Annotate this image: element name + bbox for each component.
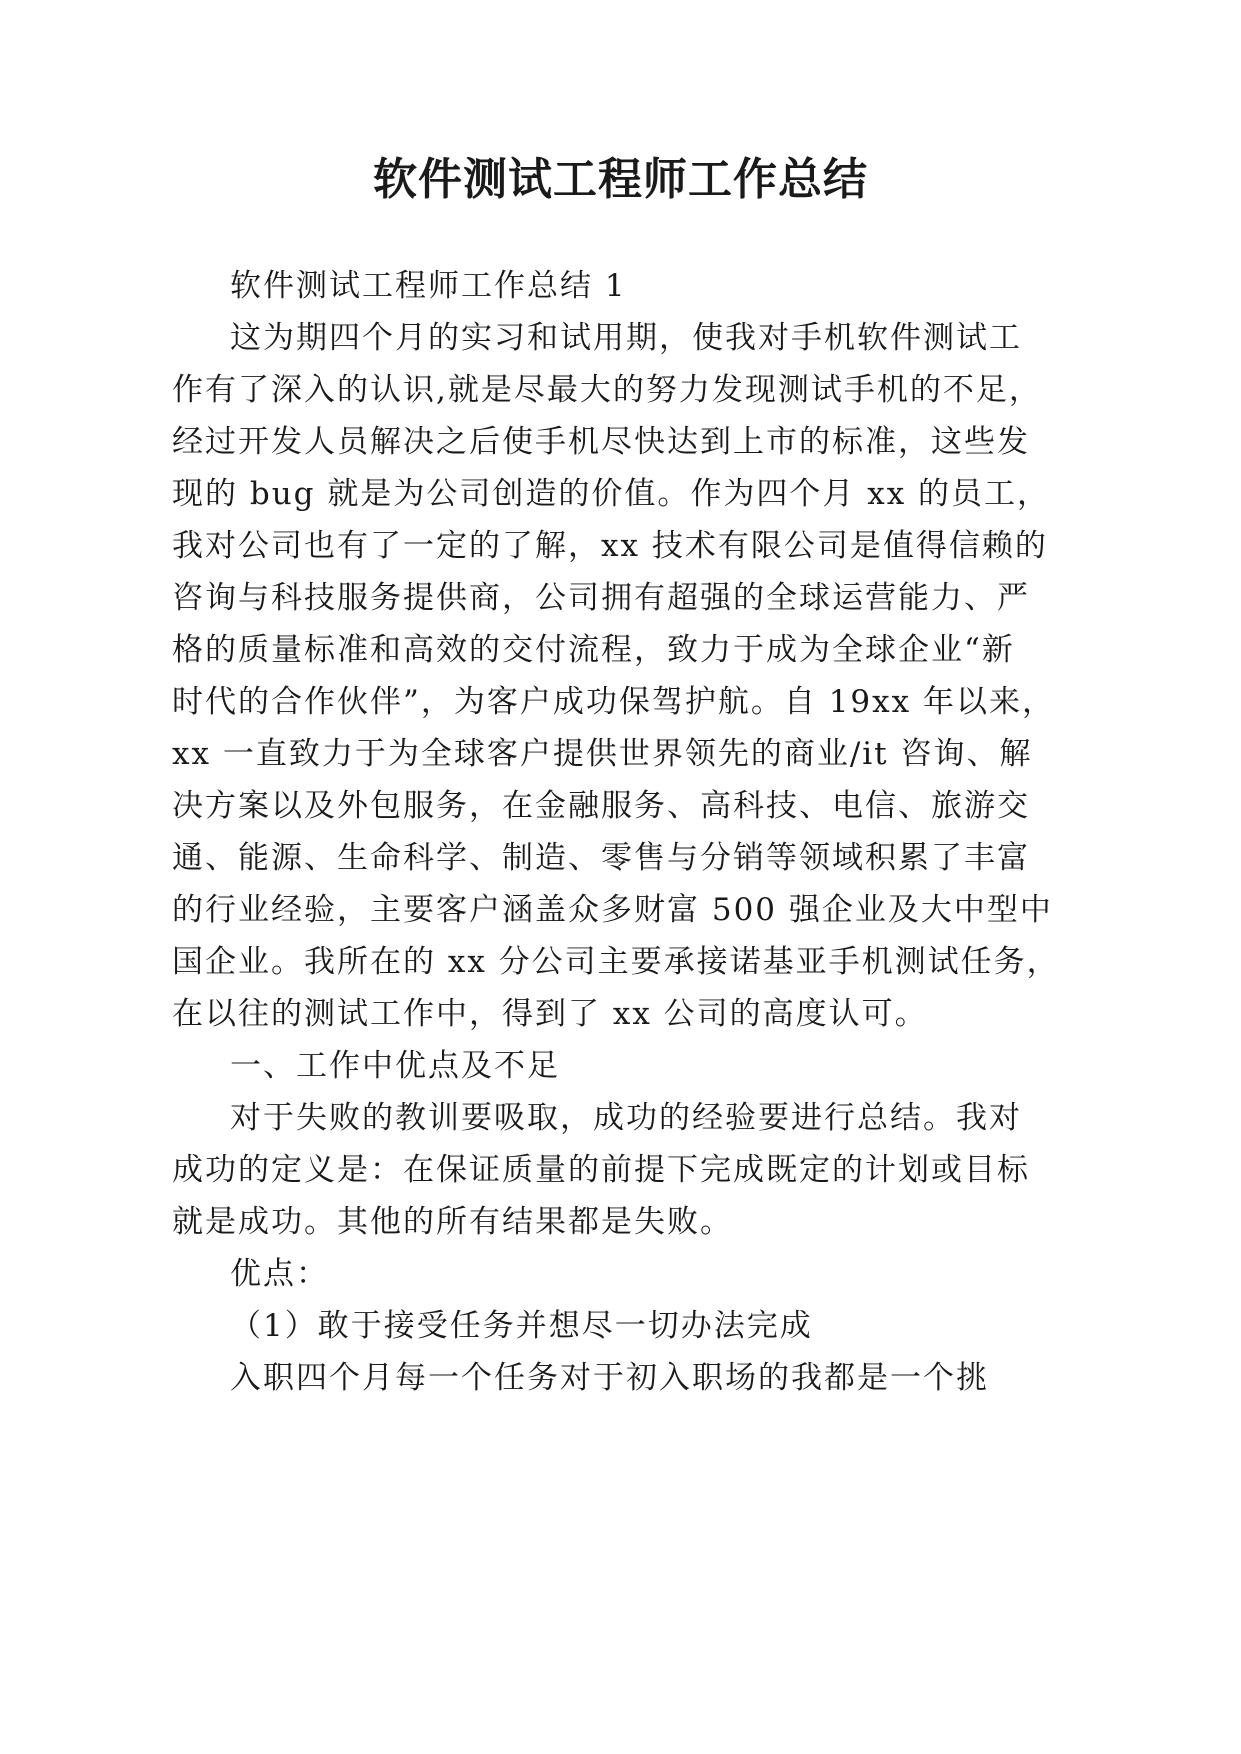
paragraph-line: 咨询与科技服务提供商，公司拥有超强的全球运营能力、严 [172,580,1030,616]
paragraph-line: 在以往的测试工作中，得到了 xx 公司的高度认可。 [172,996,928,1032]
paragraph-line: 的行业经验，主要客户涵盖众多财富 500 强企业及大中型中 [172,892,1053,928]
paragraph-line: 时代的合作伙伴”，为客户成功保驾护航。自 19xx 年以来， [172,684,1055,720]
paragraph-line: 经过开发人员解决之后使手机尽快达到上市的标准，这些发 [172,424,1030,460]
paragraph-line: 作有了深入的认识,就是尽最大的努力发现测试手机的不足， [172,372,1042,408]
paragraph-line: 对于失败的教训要吸取，成功的经验要进行总结。我对 [230,1100,1022,1136]
section-heading-1: 软件测试工程师工作总结 1 [230,268,627,304]
section-heading-strengths-weaknesses: 一、工作中优点及不足 [230,1048,560,1084]
paragraph-line: 我对公司也有了一定的了解，xx 技术有限公司是值得信赖的 [172,528,1048,564]
paragraph-line: xx 一直致力于为全球客户提供世界领先的商业/it 咨询、解 [172,736,1033,772]
paragraph-line: 入职四个月每一个任务对于初入职场的我都是一个挑 [230,1360,989,1396]
document-title: 软件测试工程师工作总结 [373,154,868,205]
paragraph-line: 决方案以及外包服务，在金融服务、高科技、电信、旅游交 [172,788,1030,824]
paragraph-line: 现的 bug 就是为公司创造的价值。作为四个月 xx 的员工， [172,476,1051,512]
paragraph-line: 就是成功。其他的所有结果都是失败。 [172,1204,733,1240]
list-item-heading: （1）敢于接受任务并想尽一切办法完成 [230,1308,813,1344]
paragraph-line: 国企业。我所在的 xx 分公司主要承接诺基亚手机测试任务， [172,944,1060,980]
paragraph-line: 成功的定义是：在保证质量的前提下完成既定的计划或目标 [172,1152,1030,1188]
paragraph-line: 通、能源、生命科学、制造、零售与分销等领域积累了丰富 [172,840,1030,876]
paragraph-line: 格的质量标准和高效的交付流程，致力于成为全球企业“新 [172,632,1015,668]
paragraph-line: 这为期四个月的实习和试用期，使我对手机软件测试工 [230,320,1022,356]
subheading-strengths: 优点： [230,1256,329,1292]
